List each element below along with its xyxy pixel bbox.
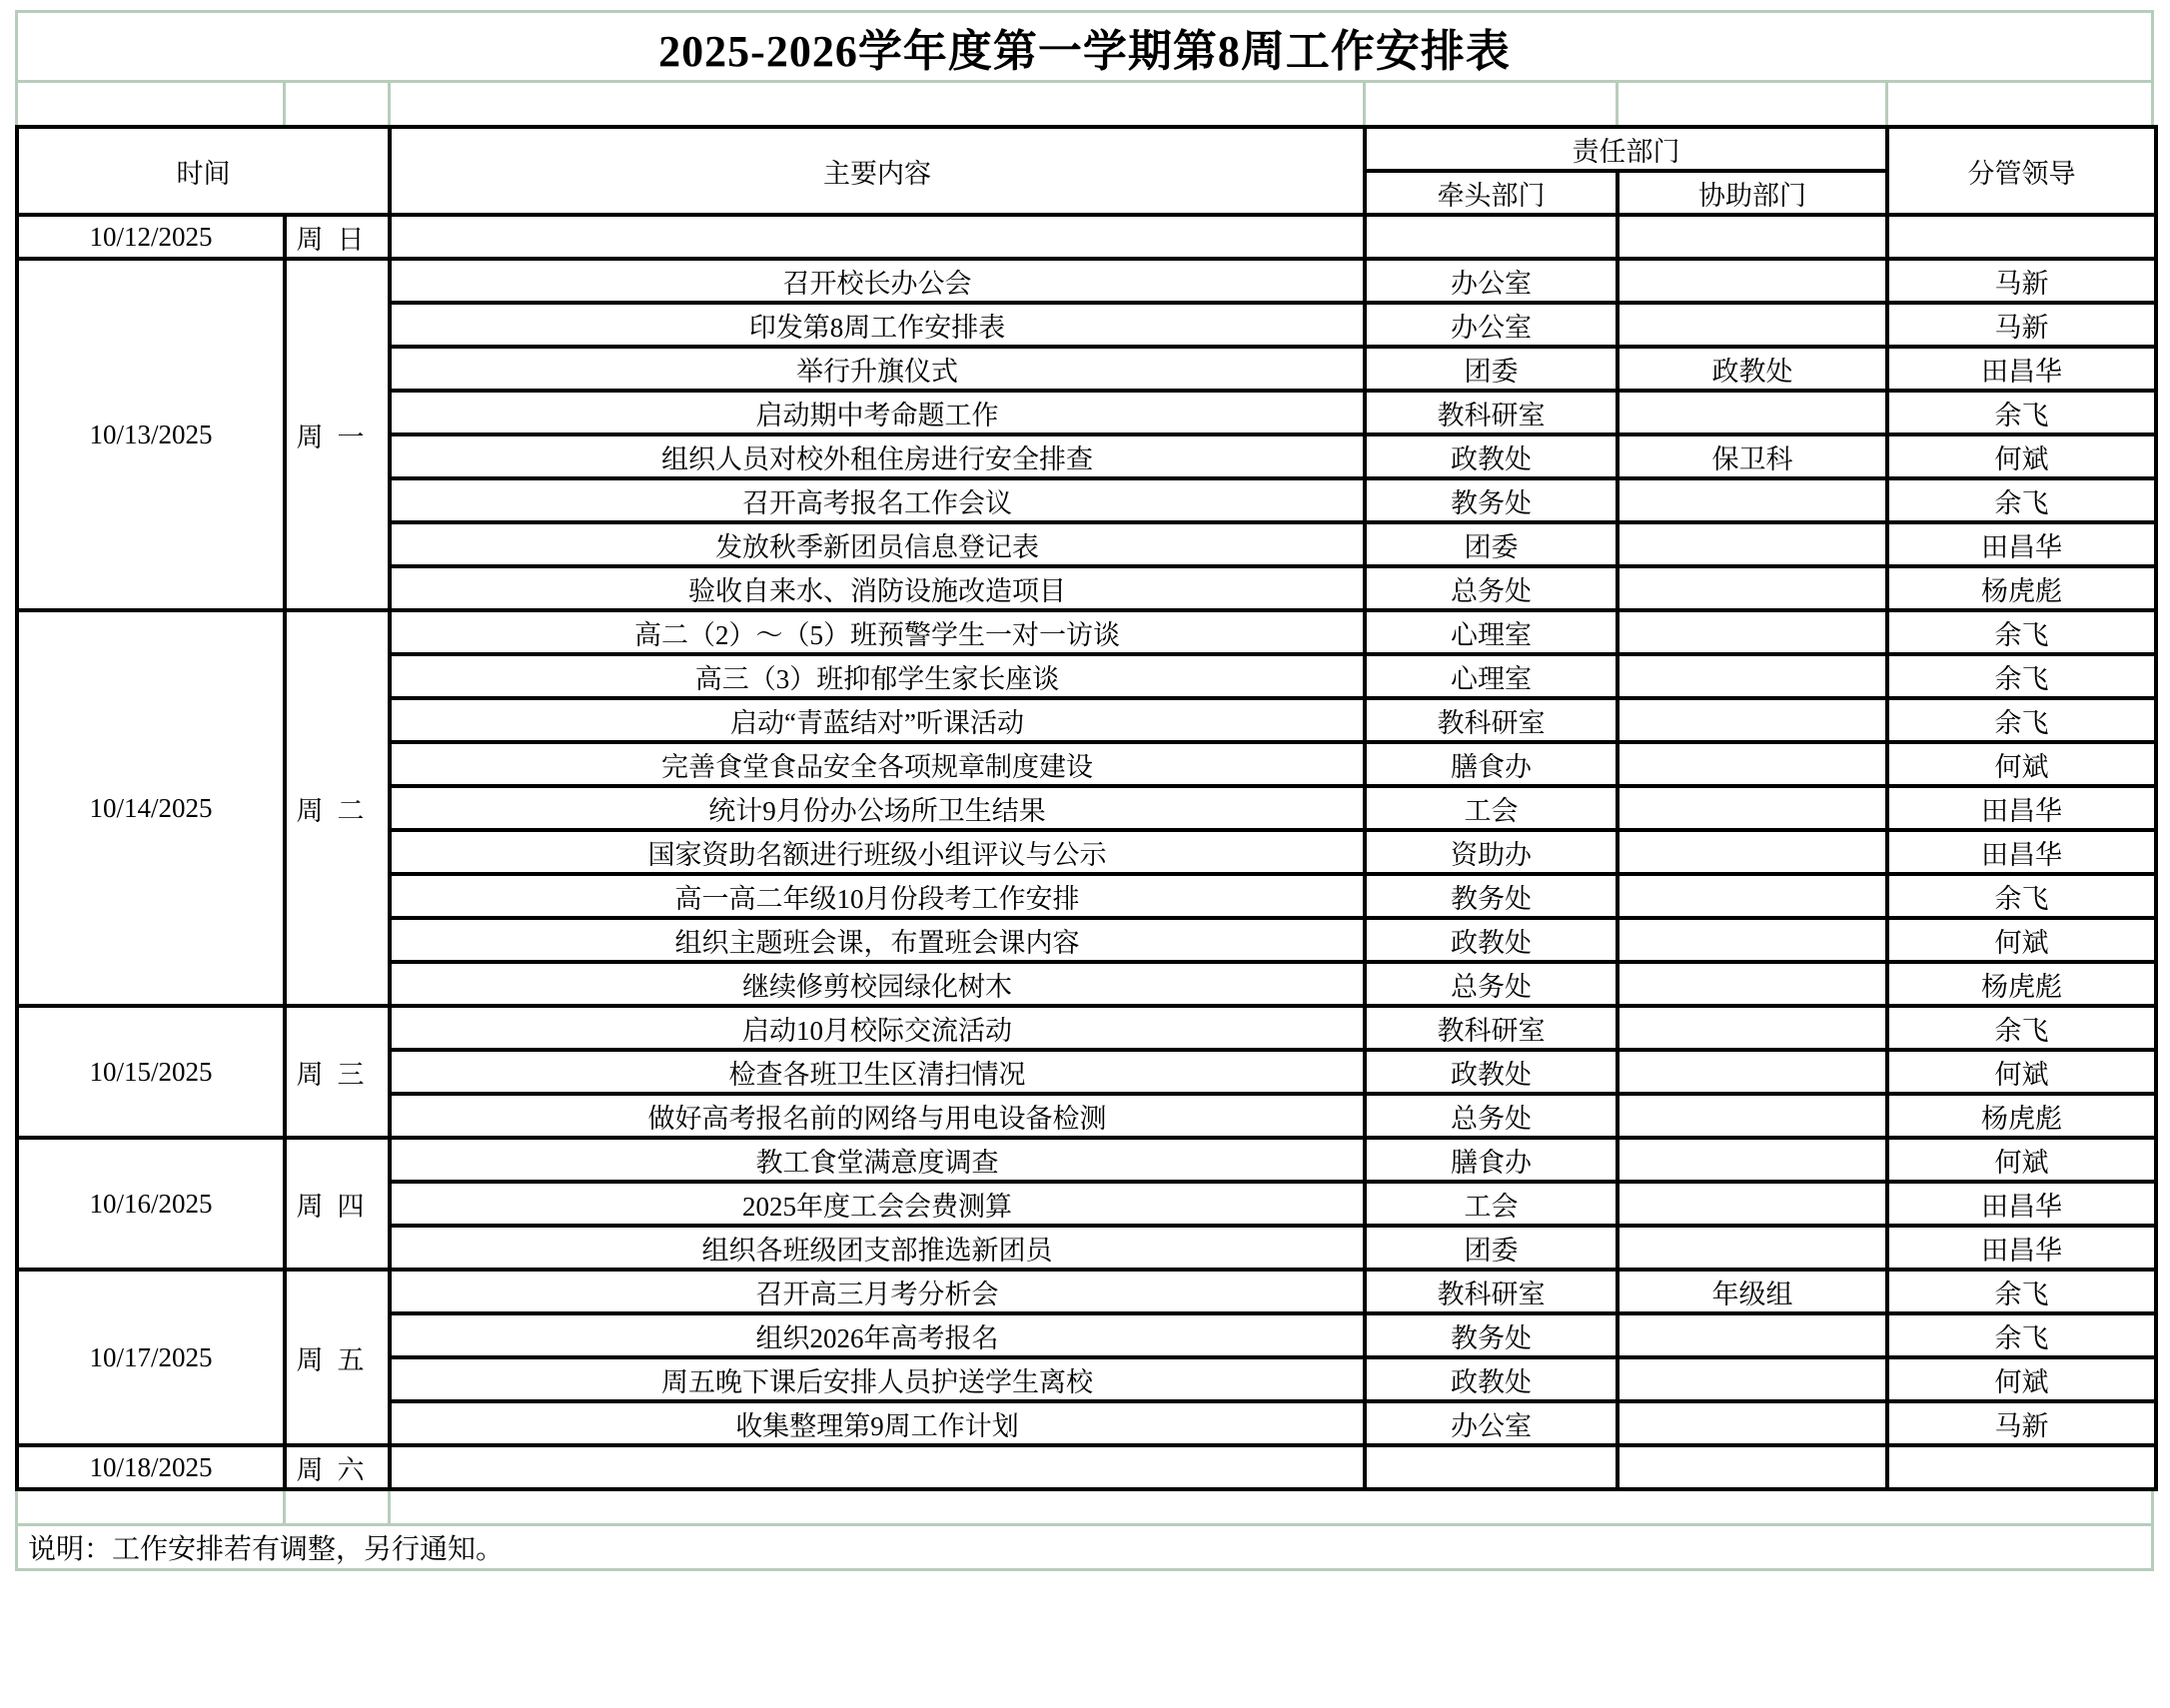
cell-main-content: 举行升旗仪式 bbox=[390, 347, 1365, 391]
cell-main-content: 继续修剪校园绿化树木 bbox=[390, 962, 1365, 1006]
cell-leader: 田昌华 bbox=[1887, 1226, 2156, 1270]
table-row bbox=[17, 1138, 2156, 1182]
cell-assist-dept bbox=[1618, 566, 1887, 610]
cell-main-content: 高一高二年级10月份段考工作安排 bbox=[390, 874, 1365, 918]
date-cell: 10/14/2025 bbox=[17, 610, 285, 1006]
cell-assist-dept bbox=[1618, 1182, 1887, 1226]
cell-main-content: 验收自来水、消防设施改造项目 bbox=[390, 566, 1365, 610]
cell-assist-dept bbox=[1618, 1050, 1887, 1094]
cell-leader: 何斌 bbox=[1887, 918, 2156, 962]
cell-main-content: 完善食堂食品安全各项规章制度建设 bbox=[390, 742, 1365, 786]
cell-lead-dept: 教务处 bbox=[1365, 478, 1618, 522]
cell-lead-dept: 工会 bbox=[1365, 786, 1618, 830]
header-lead-dept: 牵头部门 bbox=[1365, 171, 1618, 215]
header-leader: 分管领导 bbox=[1887, 127, 2156, 215]
cell-leader: 余飞 bbox=[1887, 654, 2156, 698]
cell-leader: 余飞 bbox=[1887, 1006, 2156, 1050]
cell-lead-dept: 教科研室 bbox=[1365, 1270, 1618, 1313]
cell-main-content: 统计9月份办公场所卫生结果 bbox=[390, 786, 1365, 830]
cell-lead-dept: 总务处 bbox=[1365, 1094, 1618, 1138]
cell-assist-dept bbox=[1618, 303, 1887, 347]
cell-leader: 杨虎彪 bbox=[1887, 1094, 2156, 1138]
cell-assist-dept bbox=[1618, 654, 1887, 698]
cell-lead-dept: 心理室 bbox=[1365, 654, 1618, 698]
cell-leader bbox=[1887, 215, 2156, 259]
gridline bbox=[388, 1491, 391, 1523]
cell-assist-dept bbox=[1618, 786, 1887, 830]
cell-leader: 何斌 bbox=[1887, 434, 2156, 478]
schedule-table bbox=[15, 125, 2158, 1491]
cell-main-content bbox=[390, 1445, 1365, 1489]
date-cell: 10/15/2025 bbox=[17, 1006, 285, 1138]
cell-leader: 马新 bbox=[1887, 1401, 2156, 1445]
cell-lead-dept: 教科研室 bbox=[1365, 698, 1618, 742]
cell-lead-dept: 膳食办 bbox=[1365, 742, 1618, 786]
cell-assist-dept bbox=[1618, 522, 1887, 566]
cell-leader: 何斌 bbox=[1887, 1050, 2156, 1094]
table-row bbox=[17, 1445, 2156, 1489]
cell-assist-dept bbox=[1618, 1226, 1887, 1270]
gridline bbox=[1885, 83, 1888, 125]
sheet-frame bbox=[15, 10, 2154, 1571]
cell-main-content: 组织2026年高考报名 bbox=[390, 1313, 1365, 1357]
cell-assist-dept bbox=[1618, 478, 1887, 522]
cell-main-content: 高三（3）班抑郁学生家长座谈 bbox=[390, 654, 1365, 698]
gridline bbox=[283, 83, 286, 125]
gridline bbox=[1616, 83, 1619, 125]
cell-leader: 田昌华 bbox=[1887, 830, 2156, 874]
cell-leader: 余飞 bbox=[1887, 1313, 2156, 1357]
cell-leader: 马新 bbox=[1887, 303, 2156, 347]
cell-main-content: 召开校长办公会 bbox=[390, 259, 1365, 303]
cell-leader: 杨虎彪 bbox=[1887, 566, 2156, 610]
cell-lead-dept: 总务处 bbox=[1365, 566, 1618, 610]
note-text: 说明：工作安排若有调整，另行通知。 bbox=[28, 1534, 505, 1565]
cell-leader: 余飞 bbox=[1887, 1270, 2156, 1313]
gridline bbox=[1363, 83, 1366, 125]
cell-assist-dept bbox=[1618, 1357, 1887, 1401]
cell-lead-dept: 团委 bbox=[1365, 1226, 1618, 1270]
cell-leader: 何斌 bbox=[1887, 1138, 2156, 1182]
cell-lead-dept: 团委 bbox=[1365, 522, 1618, 566]
cell-lead-dept: 团委 bbox=[1365, 347, 1618, 391]
weekday-cell: 周日 bbox=[285, 215, 390, 259]
cell-lead-dept: 办公室 bbox=[1365, 1401, 1618, 1445]
cell-main-content: 周五晚下课后安排人员护送学生离校 bbox=[390, 1357, 1365, 1401]
cell-assist-dept bbox=[1618, 698, 1887, 742]
cell-leader: 田昌华 bbox=[1887, 786, 2156, 830]
cell-lead-dept: 办公室 bbox=[1365, 259, 1618, 303]
cell-assist-dept bbox=[1618, 742, 1887, 786]
weekday-cell: 周五 bbox=[285, 1270, 390, 1445]
cell-leader: 何斌 bbox=[1887, 1357, 2156, 1401]
cell-main-content: 检查各班卫生区清扫情况 bbox=[390, 1050, 1365, 1094]
cell-assist-dept bbox=[1618, 874, 1887, 918]
header-time: 时间 bbox=[17, 127, 390, 215]
table-row bbox=[17, 610, 2156, 654]
schedule-header bbox=[17, 127, 2156, 215]
cell-main-content: 国家资助名额进行班级小组评议与公示 bbox=[390, 830, 1365, 874]
weekday-cell: 周四 bbox=[285, 1138, 390, 1270]
cell-assist-dept bbox=[1618, 1138, 1887, 1182]
cell-main-content: 组织各班级团支部推选新团员 bbox=[390, 1226, 1365, 1270]
cell-lead-dept: 资助办 bbox=[1365, 830, 1618, 874]
cell-assist-dept bbox=[1618, 962, 1887, 1006]
cell-assist-dept: 年级组 bbox=[1618, 1270, 1887, 1313]
cell-leader bbox=[1887, 1445, 2156, 1489]
weekday-cell: 周六 bbox=[285, 1445, 390, 1489]
cell-leader: 余飞 bbox=[1887, 698, 2156, 742]
date-cell: 10/12/2025 bbox=[17, 215, 285, 259]
cell-leader: 杨虎彪 bbox=[1887, 962, 2156, 1006]
cell-lead-dept: 政教处 bbox=[1365, 1357, 1618, 1401]
header-main-content: 主要内容 bbox=[390, 127, 1365, 215]
cell-assist-dept bbox=[1618, 215, 1887, 259]
schedule-body bbox=[17, 215, 2156, 1489]
cell-lead-dept: 政教处 bbox=[1365, 1050, 1618, 1094]
cell-assist-dept bbox=[1618, 918, 1887, 962]
date-cell: 10/17/2025 bbox=[17, 1270, 285, 1445]
weekday-cell: 周一 bbox=[285, 259, 390, 610]
cell-main-content: 做好高考报名前的网络与用电设备检测 bbox=[390, 1094, 1365, 1138]
cell-assist-dept bbox=[1618, 830, 1887, 874]
cell-leader: 余飞 bbox=[1887, 610, 2156, 654]
cell-assist-dept: 政教处 bbox=[1618, 347, 1887, 391]
cell-main-content: 启动“青蓝结对”听课活动 bbox=[390, 698, 1365, 742]
cell-leader: 何斌 bbox=[1887, 742, 2156, 786]
cell-lead-dept: 心理室 bbox=[1365, 610, 1618, 654]
cell-main-content: 组织主题班会课，布置班会课内容 bbox=[390, 918, 1365, 962]
grid-spacer-row-bottom bbox=[15, 1491, 2154, 1523]
cell-lead-dept: 教务处 bbox=[1365, 1313, 1618, 1357]
cell-assist-dept bbox=[1618, 1313, 1887, 1357]
table-row bbox=[17, 1006, 2156, 1050]
cell-main-content: 启动10月校际交流活动 bbox=[390, 1006, 1365, 1050]
table-row bbox=[17, 1270, 2156, 1313]
gridline bbox=[388, 83, 391, 125]
cell-lead-dept: 膳食办 bbox=[1365, 1138, 1618, 1182]
cell-lead-dept: 总务处 bbox=[1365, 962, 1618, 1006]
cell-main-content: 召开高考报名工作会议 bbox=[390, 478, 1365, 522]
cell-lead-dept: 教科研室 bbox=[1365, 1006, 1618, 1050]
cell-leader: 余飞 bbox=[1887, 478, 2156, 522]
cell-main-content bbox=[390, 215, 1365, 259]
cell-main-content: 高二（2）～（5）班预警学生一对一访谈 bbox=[390, 610, 1365, 654]
table-row bbox=[17, 215, 2156, 259]
title-box bbox=[15, 10, 2154, 83]
cell-main-content: 2025年度工会会费测算 bbox=[390, 1182, 1365, 1226]
date-cell: 10/13/2025 bbox=[17, 259, 285, 610]
cell-leader: 田昌华 bbox=[1887, 347, 2156, 391]
cell-main-content: 发放秋季新团员信息登记表 bbox=[390, 522, 1365, 566]
page-title: 2025-2026学年度第一学期第8周工作安排表 bbox=[658, 26, 1511, 76]
cell-main-content: 教工食堂满意度调查 bbox=[390, 1138, 1365, 1182]
cell-leader: 田昌华 bbox=[1887, 522, 2156, 566]
cell-assist-dept bbox=[1618, 1401, 1887, 1445]
cell-leader: 马新 bbox=[1887, 259, 2156, 303]
cell-lead-dept: 政教处 bbox=[1365, 918, 1618, 962]
date-cell: 10/18/2025 bbox=[17, 1445, 285, 1489]
cell-lead-dept: 教科研室 bbox=[1365, 391, 1618, 434]
cell-assist-dept bbox=[1618, 259, 1887, 303]
cell-lead-dept: 教务处 bbox=[1365, 874, 1618, 918]
note-box bbox=[15, 1523, 2154, 1571]
cell-lead-dept bbox=[1365, 1445, 1618, 1489]
cell-lead-dept: 办公室 bbox=[1365, 303, 1618, 347]
date-cell: 10/16/2025 bbox=[17, 1138, 285, 1270]
cell-main-content: 召开高三月考分析会 bbox=[390, 1270, 1365, 1313]
cell-main-content: 收集整理第9周工作计划 bbox=[390, 1401, 1365, 1445]
cell-assist-dept: 保卫科 bbox=[1618, 434, 1887, 478]
cell-assist-dept bbox=[1618, 1006, 1887, 1050]
cell-lead-dept: 工会 bbox=[1365, 1182, 1618, 1226]
table-row bbox=[17, 259, 2156, 303]
cell-main-content: 启动期中考命题工作 bbox=[390, 391, 1365, 434]
cell-assist-dept bbox=[1618, 391, 1887, 434]
cell-assist-dept bbox=[1618, 1094, 1887, 1138]
cell-lead-dept: 政教处 bbox=[1365, 434, 1618, 478]
cell-main-content: 印发第8周工作安排表 bbox=[390, 303, 1365, 347]
gridline bbox=[283, 1491, 286, 1523]
cell-leader: 田昌华 bbox=[1887, 1182, 2156, 1226]
cell-assist-dept bbox=[1618, 1445, 1887, 1489]
cell-lead-dept bbox=[1365, 215, 1618, 259]
header-assist-dept: 协助部门 bbox=[1618, 171, 1887, 215]
weekday-cell: 周二 bbox=[285, 610, 390, 1006]
grid-spacer-row-top bbox=[15, 83, 2154, 125]
header-responsible-dept: 责任部门 bbox=[1365, 127, 1887, 171]
weekday-cell: 周三 bbox=[285, 1006, 390, 1138]
header-row-1 bbox=[17, 127, 2156, 171]
cell-assist-dept bbox=[1618, 610, 1887, 654]
cell-main-content: 组织人员对校外租住房进行安全排查 bbox=[390, 434, 1365, 478]
cell-leader: 余飞 bbox=[1887, 391, 2156, 434]
cell-leader: 余飞 bbox=[1887, 874, 2156, 918]
